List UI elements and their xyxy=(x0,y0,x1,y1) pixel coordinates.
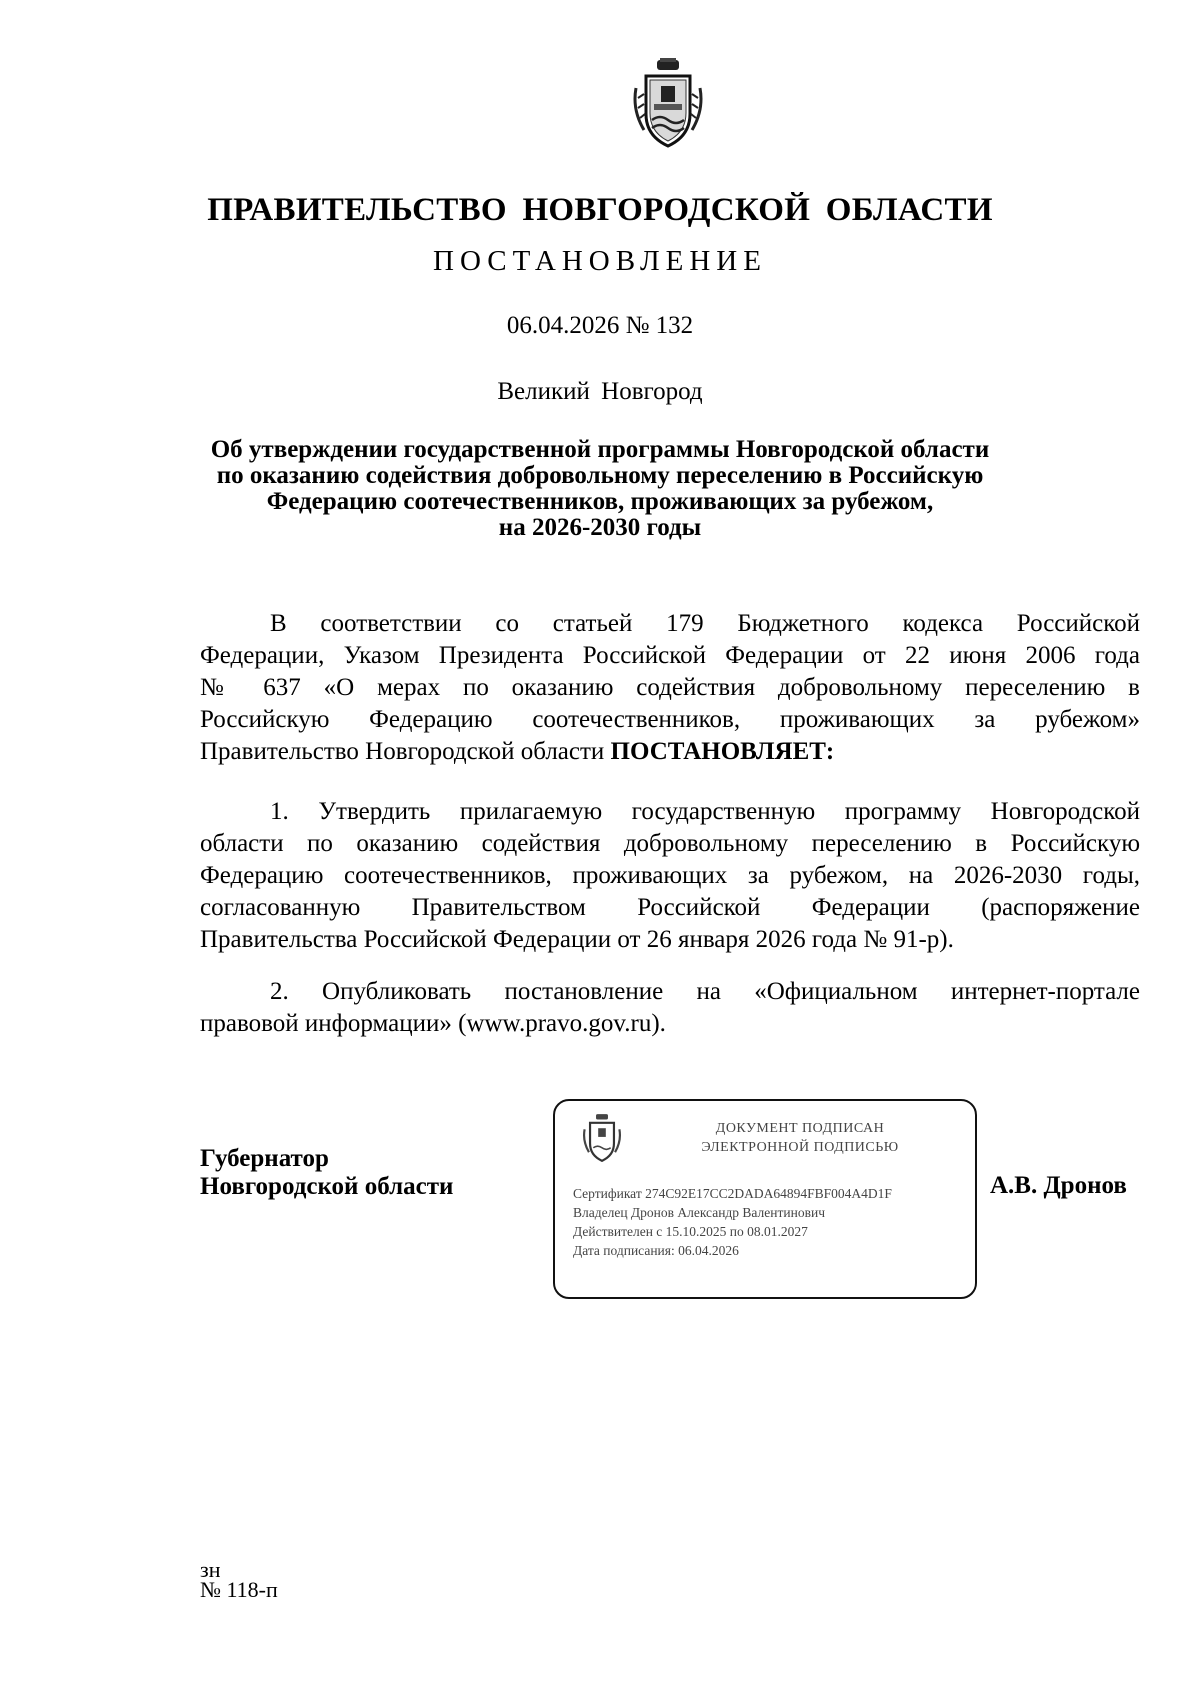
owner-line: Владелец Дронов Александр Валентинович xyxy=(573,1205,825,1220)
body-line: согласованную Правительством Российской Федерации (распоряжение xyxy=(200,894,1140,921)
preamble-paragraph xyxy=(200,608,1140,768)
city: Великий Новгород xyxy=(497,378,703,405)
electronic-signature-stamp xyxy=(553,1099,977,1299)
body-line: правовой информации» (www.pravo.gov.ru). xyxy=(200,1010,666,1037)
stamp-heading-line: ДОКУМЕНТ ПОДПИСАН xyxy=(715,1121,885,1136)
subject-line: на 2026-2030 годы xyxy=(498,514,702,541)
clause-2-paragraph xyxy=(200,976,1140,1040)
footer-note xyxy=(200,1557,278,1602)
body-line: В соответствии со статьей 179 Бюджетного кодекса Российской xyxy=(270,610,1140,637)
body-line: № 637 «О мерах по оказанию содействия добровольному переселению в xyxy=(200,674,1140,701)
signatory-position xyxy=(200,1145,453,1201)
date-and-number: 06.04.2026 № 132 xyxy=(506,312,694,339)
body-line xyxy=(200,736,1140,768)
resolves-keyword: ПОСТАНОВЛЯЕТ: xyxy=(610,738,835,765)
body-line: 2. Опубликовать постановление на «Официальном интернет-портале xyxy=(270,978,1140,1005)
footer-initials: зн xyxy=(200,1557,221,1582)
subject-line: Об утверждении государственной программы Новгородской области xyxy=(210,436,990,463)
stamp-details xyxy=(573,1184,892,1260)
signing-date-line: Дата подписания: 06.04.2026 xyxy=(573,1243,739,1258)
body-text: Правительство Новгородской области xyxy=(200,738,611,765)
body-line: Федерации, Указом Президента Российской Федерации от 22 июня 2006 года xyxy=(200,642,1140,669)
subject-line: по оказанию содействия добровольному переселению в Российскую xyxy=(216,462,984,489)
position-line: Новгородской области xyxy=(200,1173,454,1200)
organization-title: ПРАВИТЕЛЬСТВО НОВГОРОДСКОЙ ОБЛАСТИ xyxy=(207,192,993,228)
clause-1-paragraph xyxy=(200,796,1140,956)
document-type: ПОСТАНОВЛЕНИЕ xyxy=(433,245,767,277)
body-line: Правительства Российской Федерации от 26 января 2026 года № 91-р). xyxy=(200,926,954,953)
footer-reg-number: № 118-п xyxy=(200,1577,278,1602)
stamp-heading xyxy=(645,1119,955,1157)
subject-line: Федерацию соотечественников, проживающих за рубежом, xyxy=(266,488,934,515)
position-line: Губернатор xyxy=(200,1145,329,1172)
validity-line: Действителен с 15.10.2025 по 08.01.2027 xyxy=(573,1224,808,1239)
document-subject xyxy=(200,437,1000,541)
coat-of-arms-icon xyxy=(581,1113,623,1163)
stamp-heading-line: ЭЛЕКТРОННОЙ ПОДПИСЬЮ xyxy=(701,1140,899,1155)
body-line: Федерацию соотечественников, проживающих за рубежом, на 2026-2030 годы, xyxy=(200,862,1140,889)
body-line: 1. Утвердить прилагаемую государственную программу Новгородской xyxy=(270,798,1140,825)
signatory-name: А.В. Дронов xyxy=(990,1172,1127,1199)
body-line: области по оказанию содействия добровольному переселению в Российскую xyxy=(200,830,1140,857)
certificate-line: Сертификат 274C92E17CC2DADA64894FBF004A4D1F xyxy=(573,1186,892,1201)
coat-of-arms-icon xyxy=(630,58,706,150)
body-line: Российскую Федерацию соотечественников, проживающих за рубежом» xyxy=(200,706,1140,733)
